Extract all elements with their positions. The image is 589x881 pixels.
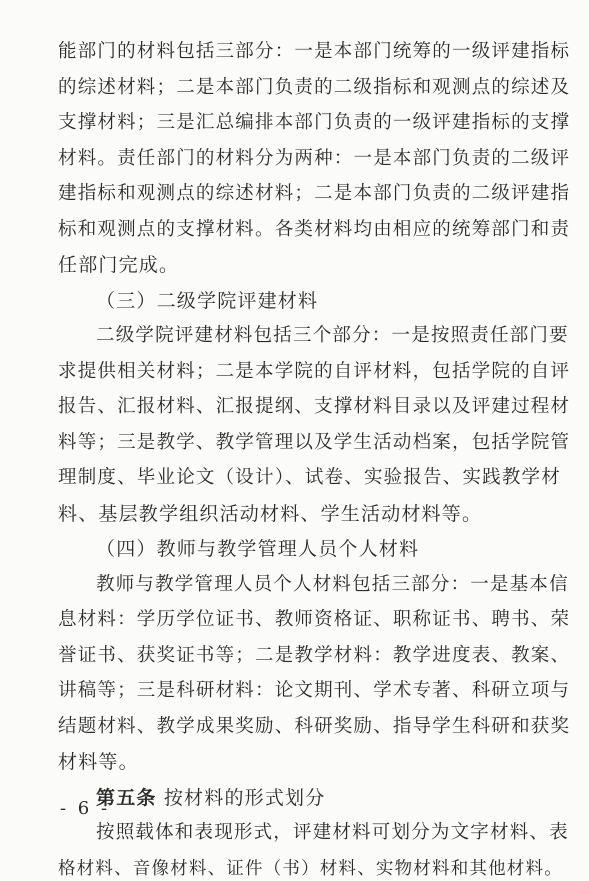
paragraph-line: 能部门的材料包括三部分：一是本部门统筹的一级评建指标: [58, 41, 571, 62]
paragraph-line: 标和观测点的支撑材料。各类材料均由相应的统筹部门和责: [58, 219, 571, 240]
paragraph-line: 材料。责任部门的材料分为两种：一是本部门负责的二级评: [58, 148, 571, 169]
paragraph-line: 讲稿等；三是科研材料：论文期刊、学术专著、科研立项与: [58, 680, 571, 701]
paragraph-line: 息材料：学历学位证书、教师资格证、职称证书、聘书、荣: [58, 609, 571, 630]
paragraph-line: 誉证书、获奖证书等；二是教学材料：教学进度表、教案、: [58, 645, 571, 666]
paragraph-line: 料、基层教学组织活动材料、学生活动材料等。: [58, 503, 483, 525]
paragraph-line: 二级学院评建材料包括三个部分：一是按照责任部门要: [96, 325, 569, 346]
section-heading-3: （三）二级学院评建材料: [96, 290, 319, 312]
paragraph-line: 料等；三是教学、教学管理以及学生活动档案，包括学院管: [58, 432, 571, 453]
article-5-heading: [96, 786, 325, 810]
paragraph-line: 教师与教学管理人员个人材料包括三部分：一是基本信: [96, 574, 569, 595]
page-number: - 6 -: [60, 798, 111, 819]
paragraph-line: 的综述材料；二是本部门负责的二级指标和观测点的综述及: [58, 77, 571, 98]
paragraph-line: 支撑材料；三是汇总编排本部门负责的一级评建指标的支撑: [58, 112, 571, 133]
paragraph-line: 材料等。: [58, 751, 139, 773]
section-heading-4: （四）教师与教学管理人员个人材料: [96, 538, 420, 560]
paragraph-line: 格材料、音像材料、证件（书）材料、实物材料和其他材料。: [58, 859, 563, 879]
paragraph-line: 建指标和观测点的综述材料；二是本部门负责的二级评建指: [58, 183, 571, 204]
paragraph-line: 理制度、毕业论文（设计）、试卷、实验报告、实践教学材: [58, 467, 561, 488]
paragraph-line: 结题材料、教学成果奖励、科研奖励、指导学生科研和获奖: [58, 716, 571, 737]
paragraph-line: 报告、汇报材料、汇报提纲、支撑材料目录以及评建过程材: [58, 396, 571, 417]
article-5-label: 第五条: [96, 787, 157, 809]
article-5-title: 按材料的形式划分: [163, 787, 326, 809]
paragraph-line: 按照载体和表现形式，评建材料可划分为文字材料、表: [96, 822, 569, 843]
paragraph-line: 任部门完成。: [58, 254, 180, 276]
paragraph-line: 求提供相关材料；二是本学院的自评材料，包括学院的自评: [58, 361, 571, 382]
